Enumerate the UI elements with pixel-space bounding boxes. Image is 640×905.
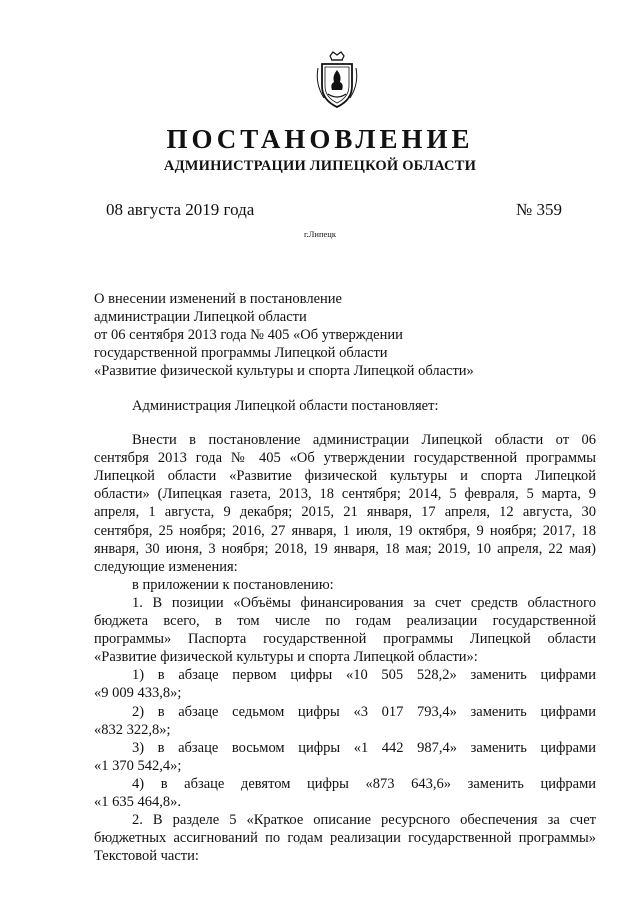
subject-line: О внесении изменений в постановление bbox=[94, 291, 342, 307]
body-line: «9 009 433,8»; bbox=[94, 685, 182, 702]
body-line: 2) в абзаце седьмом цифры «3 017 793,4» заменить цифрами bbox=[132, 703, 596, 720]
subject-line: от 06 сентября 2013 года № 405 «Об утверждении bbox=[94, 327, 403, 343]
body-line: 4) в абзаце девятом цифры «873 643,6» заменить цифрами bbox=[132, 775, 596, 792]
body-line: 3) в абзаце восьмом цифры «1 442 987,4» заменить цифрами bbox=[132, 739, 596, 756]
coat-of-arms-emblem bbox=[312, 50, 362, 110]
document-city: г.Липецк bbox=[304, 229, 336, 239]
body-line: 1. В позиции «Объёмы финансирования за счет средств областного bbox=[132, 594, 596, 611]
document-title: ПОСТАНОВЛЕНИЕ bbox=[166, 124, 474, 154]
document-subject bbox=[94, 290, 474, 380]
body-line: сентября 2013 года № 405 «Об утверждении государственной программы bbox=[94, 450, 596, 467]
document-number: № 359 bbox=[516, 200, 562, 219]
preamble-text: Администрация Липецкой области постановляет: bbox=[132, 398, 439, 414]
body-line: сентября, 25 ноября; 2016, 27 января, 1 июля, 19 октября, 9 ноября; 2017, 18 bbox=[94, 522, 596, 539]
body-line: Внести в постановление администрации Липецкой области от 06 bbox=[132, 432, 596, 449]
subject-line: администрации Липецкой области bbox=[94, 309, 307, 325]
body-line: следующие изменения: bbox=[94, 558, 238, 575]
body-line: 2. В разделе 5 «Краткое описание ресурсного обеспечения за счет bbox=[132, 812, 596, 829]
body-line: программы» Паспорта государственной программы Липецкой области bbox=[94, 631, 596, 648]
body-line: в приложении к постановлению: bbox=[132, 576, 334, 593]
body-line: 1) в абзаце первом цифры «10 505 528,2» заменить цифрами bbox=[132, 667, 596, 684]
body-line: бюджета всего, в том числе по годам реализации государственной bbox=[94, 613, 596, 630]
document-date: 08 августа 2019 года bbox=[106, 200, 255, 219]
body-line: «1 635 464,8». bbox=[94, 793, 181, 810]
body-line: «Развитие физической культуры и спорта Липецкой области»: bbox=[94, 649, 478, 666]
body-line: области» (Липецкая газета, 2013, 18 сентября; 2014, 5 февраля, 5 марта, 9 bbox=[94, 486, 596, 503]
body-line: апреля, 1 августа, 9 декабря; 2015, 21 января, 17 апреля, 12 августа, 30 bbox=[94, 504, 596, 521]
body-line: Текстовой части: bbox=[94, 848, 199, 865]
issuing-authority: АДМИНИСТРАЦИИ ЛИПЕЦКОЙ ОБЛАСТИ bbox=[163, 158, 477, 174]
body-line: января, 30 июня, 3 ноября; 2018, 19 января, 18 мая; 2019, 10 апреля, 22 мая) bbox=[94, 540, 596, 557]
subject-line: «Развитие физической культуры и спорта Липецкой области» bbox=[94, 363, 474, 379]
body-line: Липецкой области «Развитие физической культуры и спорта Липецкой bbox=[94, 468, 596, 485]
subject-line: государственной программы Липецкой области bbox=[94, 345, 388, 361]
document-body bbox=[94, 397, 596, 865]
body-line: «1 370 542,4»; bbox=[94, 757, 182, 774]
body-line: «832 322,8»; bbox=[94, 721, 171, 738]
body-line: бюджетных ассигнований по годам реализации государственной программы» bbox=[94, 830, 596, 847]
